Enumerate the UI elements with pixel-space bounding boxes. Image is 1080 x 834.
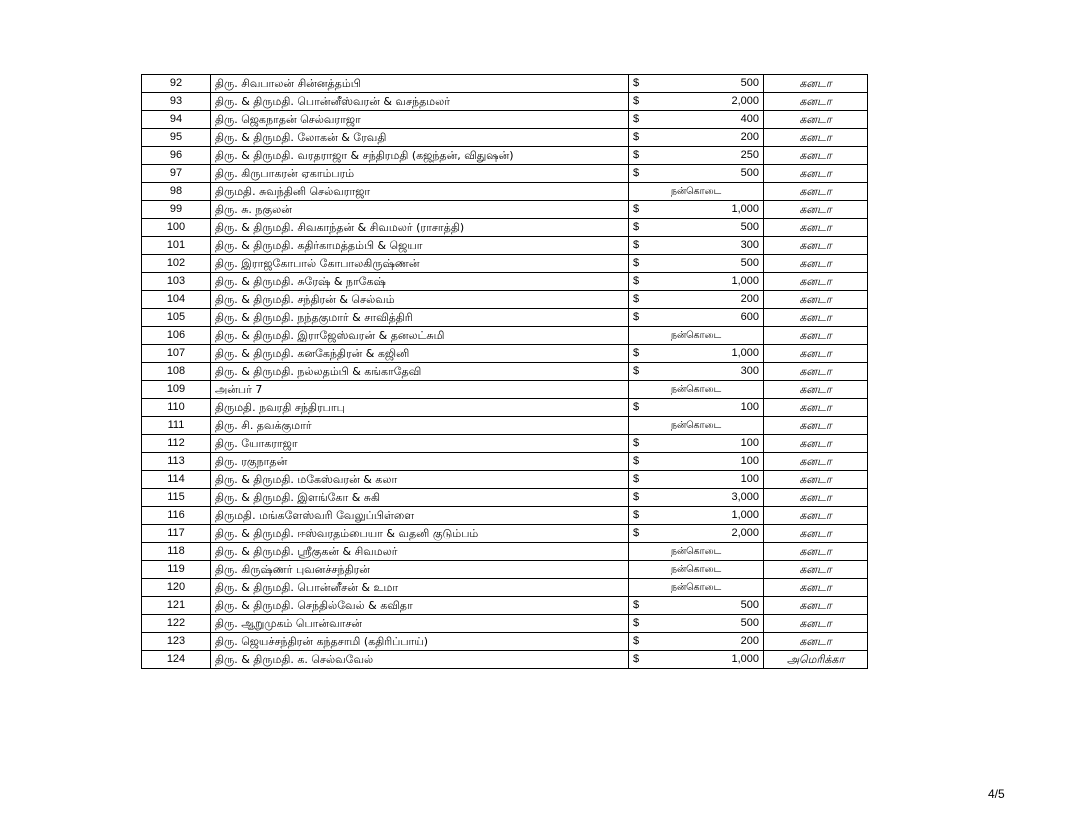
currency-symbol: $ [633,167,640,179]
amount-cell: நன்கொடை [629,381,764,399]
table-row [142,399,868,417]
table-row [142,543,868,561]
row-number: 115 [142,489,211,507]
amount-cell: நன்கொடை [629,543,764,561]
donor-name: திரு. ஜெயச்சந்திரன் கந்தசாமி (கதிரிப்பாய்) [211,633,629,651]
country: கனடா [764,543,868,561]
country: கனடா [764,75,868,93]
donor-name: திரு. ரகுநாதன் [211,453,629,471]
donor-name: திருமதி. சுவந்தினி செல்வராஜா [211,183,629,201]
row-number: 123 [142,633,211,651]
donor-name: திரு. & திருமதி. கனகேந்திரன் & கஜினி [211,345,629,363]
donor-name: திரு. & திருமதி. க. செல்வவேல் [211,651,629,669]
amount-cell [629,453,764,471]
currency-symbol: $ [633,221,640,233]
country: கனடா [764,507,868,525]
amount-cell: நன்கொடை [629,417,764,435]
currency-symbol: $ [633,203,640,215]
currency-symbol: $ [633,293,640,305]
country: கனடா [764,363,868,381]
table-row [142,471,868,489]
donor-name: திரு. & திருமதி. செந்தில்வேல் & கவிதா [211,597,629,615]
country: கனடா [764,291,868,309]
table-row [142,147,868,165]
currency-symbol: $ [633,95,640,107]
country: கனடா [764,219,868,237]
table-row [142,417,868,435]
currency-symbol: $ [633,653,640,665]
table-row [142,255,868,273]
donor-table-body [142,75,868,669]
table-row [142,237,868,255]
country: கனடா [764,453,868,471]
country: கனடா [764,273,868,291]
donor-name: திரு. & திருமதி. இராஜேஸ்வரன் & தனலட்சுமி [211,327,629,345]
amount-value: 200 [740,635,759,647]
amount-cell [629,75,764,93]
amount-cell [629,345,764,363]
amount-cell [629,471,764,489]
amount-value: 250 [740,149,759,161]
row-number: 105 [142,309,211,327]
amount-cell [629,507,764,525]
amount-value: 500 [740,77,759,89]
row-number: 114 [142,471,211,489]
country: கனடா [764,615,868,633]
table-row [142,561,868,579]
table-row [142,615,868,633]
country: கனடா [764,255,868,273]
row-number: 94 [142,111,211,129]
currency-symbol: $ [633,311,640,323]
donor-name: திரு. & திருமதி. கதிர்காமத்தம்பி & ஜெயா [211,237,629,255]
donor-name: திரு. ஆறுமுகம் பொன்வாசன் [211,615,629,633]
row-number: 104 [142,291,211,309]
amount-value: 1,000 [731,275,759,287]
country: கனடா [764,471,868,489]
amount-cell [629,525,764,543]
currency-symbol: $ [633,473,640,485]
amount-cell [629,363,764,381]
amount-cell [629,309,764,327]
amount-value: 1,000 [731,203,759,215]
amount-value: 500 [740,617,759,629]
currency-symbol: $ [633,257,640,269]
donor-name: திரு. & திருமதி. ஈஸ்வரதம்பையா & வதனி குடும்பம் [211,525,629,543]
table-row [142,201,868,219]
donor-name: திரு. & திருமதி. லோகன் & ரேவதி [211,129,629,147]
donor-name: திரு. & திருமதி. பொன்னீஸ்வரன் & வசந்தமலர் [211,93,629,111]
country: கனடா [764,129,868,147]
country: கனடா [764,561,868,579]
row-number: 108 [142,363,211,381]
row-number: 107 [142,345,211,363]
amount-value: 300 [740,239,759,251]
country: கனடா [764,93,868,111]
country: கனடா [764,435,868,453]
currency-symbol: $ [633,149,640,161]
donor-name: திரு. & திருமதி. சந்திரன் & செல்வம் [211,291,629,309]
amount-cell: நன்கொடை [629,183,764,201]
amount-value: 3,000 [731,491,759,503]
row-number: 118 [142,543,211,561]
currency-symbol: $ [633,365,640,377]
amount-cell [629,255,764,273]
amount-value: 500 [740,221,759,233]
amount-cell [629,147,764,165]
amount-value: 100 [740,455,759,467]
table-row [142,363,868,381]
amount-cell [629,237,764,255]
row-number: 92 [142,75,211,93]
donor-name: திரு. & திருமதி. நல்லதம்பி & கங்காதேவி [211,363,629,381]
row-number: 113 [142,453,211,471]
currency-symbol: $ [633,491,640,503]
row-number: 97 [142,165,211,183]
country: கனடா [764,489,868,507]
amount-value: 2,000 [731,527,759,539]
table-row [142,309,868,327]
donor-name: திரு. கிருஷ்ணர் புவனச்சந்திரன் [211,561,629,579]
amount-cell [629,111,764,129]
row-number: 117 [142,525,211,543]
amount-cell [629,219,764,237]
country: கனடா [764,579,868,597]
currency-symbol: $ [633,401,640,413]
currency-symbol: $ [633,527,640,539]
currency-symbol: $ [633,239,640,251]
donor-table [141,74,868,669]
country: கனடா [764,327,868,345]
table-row [142,579,868,597]
table-row [142,435,868,453]
table-row [142,219,868,237]
amount-value: 200 [740,293,759,305]
table-row [142,183,868,201]
amount-value: 100 [740,437,759,449]
country: கனடா [764,381,868,399]
country: கனடா [764,633,868,651]
donor-name: திரு. & திருமதி. ஸ்ரீகுகன் & சிவமலர் [211,543,629,561]
row-number: 95 [142,129,211,147]
amount-value: 300 [740,365,759,377]
table-row [142,129,868,147]
amount-cell [629,291,764,309]
table-row [142,453,868,471]
row-number: 116 [142,507,211,525]
table-row [142,327,868,345]
amount-value: 1,000 [731,509,759,521]
country: அமெரிக்கா [764,651,868,669]
row-number: 124 [142,651,211,669]
currency-symbol: $ [633,347,640,359]
amount-cell [629,201,764,219]
row-number: 110 [142,399,211,417]
row-number: 102 [142,255,211,273]
amount-cell [629,93,764,111]
country: கனடா [764,345,868,363]
amount-value: 1,000 [731,347,759,359]
donor-name: திரு. & திருமதி. சிவகாந்தன் & சிவமலர் (ராசாத்தி) [211,219,629,237]
table-row [142,381,868,399]
donor-name: திரு. & திருமதி. நந்தகுமார் & சாவித்திரி [211,309,629,327]
amount-cell [629,597,764,615]
table-row [142,111,868,129]
row-number: 119 [142,561,211,579]
currency-symbol: $ [633,437,640,449]
amount-cell [629,489,764,507]
country: கனடா [764,399,868,417]
amount-value: 1,000 [731,653,759,665]
row-number: 122 [142,615,211,633]
table-row [142,489,868,507]
country: கனடா [764,237,868,255]
amount-cell: நன்கொடை [629,561,764,579]
amount-cell [629,633,764,651]
donor-name: திரு. சி. தவக்குமார் [211,417,629,435]
currency-symbol: $ [633,509,640,521]
donor-name: திரு. ஜெகநாதன் செல்வராஜா [211,111,629,129]
row-number: 120 [142,579,211,597]
donor-name: திரு. & திருமதி. பொன்னீசன் & உமா [211,579,629,597]
row-number: 99 [142,201,211,219]
amount-cell: நன்கொடை [629,579,764,597]
amount-cell [629,129,764,147]
amount-value: 500 [740,599,759,611]
donor-name: திரு. & திருமதி. இளங்கோ & சுகி [211,489,629,507]
currency-symbol: $ [633,617,640,629]
currency-symbol: $ [633,599,640,611]
donor-name: அன்பர் 7 [211,381,629,399]
amount-value: 100 [740,401,759,413]
amount-value: 2,000 [731,95,759,107]
donor-name: திரு. கிருபாகரன் ஏகாம்பரம் [211,165,629,183]
table-row [142,165,868,183]
country: கனடா [764,147,868,165]
currency-symbol: $ [633,635,640,647]
donor-name: திரு. சு. நகுலன் [211,201,629,219]
country: கனடா [764,111,868,129]
donor-name: திரு. இராஜகோபால் கோபாலகிருஷ்ணன் [211,255,629,273]
country: கனடா [764,165,868,183]
row-number: 111 [142,417,211,435]
row-number: 103 [142,273,211,291]
donor-name: திருமதி. மங்களேஸ்வரி வேலுப்பிள்ளை [211,507,629,525]
amount-cell [629,435,764,453]
row-number: 98 [142,183,211,201]
table-row [142,525,868,543]
table-row [142,93,868,111]
country: கனடா [764,417,868,435]
currency-symbol: $ [633,275,640,287]
table-row [142,597,868,615]
donor-name: திரு. & திருமதி. வரதராஜா & சந்திரமதி (கஜந்தன், விதுஷன்) [211,147,629,165]
row-number: 93 [142,93,211,111]
amount-cell [629,399,764,417]
table-row [142,273,868,291]
country: கனடா [764,597,868,615]
country: கனடா [764,183,868,201]
amount-value: 500 [740,257,759,269]
donor-name: திரு. சிவபாலன் சின்னத்தம்பி [211,75,629,93]
country: கனடா [764,201,868,219]
amount-value: 600 [740,311,759,323]
donor-name: திரு. & திருமதி. சுரேஷ் & நாகேஷ் [211,273,629,291]
row-number: 112 [142,435,211,453]
table-row [142,507,868,525]
amount-cell: நன்கொடை [629,327,764,345]
amount-value: 500 [740,167,759,179]
amount-cell [629,273,764,291]
amount-cell [629,615,764,633]
country: கனடா [764,309,868,327]
currency-symbol: $ [633,77,640,89]
currency-symbol: $ [633,113,640,125]
page-number: 4/5 [988,787,1005,801]
table-row [142,291,868,309]
currency-symbol: $ [633,455,640,467]
table-row [142,345,868,363]
table-row [142,633,868,651]
amount-cell [629,651,764,669]
row-number: 109 [142,381,211,399]
donor-name: திருமதி. நவரதி சந்திரபாபு [211,399,629,417]
row-number: 100 [142,219,211,237]
amount-value: 400 [740,113,759,125]
amount-value: 100 [740,473,759,485]
currency-symbol: $ [633,131,640,143]
row-number: 121 [142,597,211,615]
table-row [142,75,868,93]
row-number: 106 [142,327,211,345]
donor-name: திரு. யோகராஜா [211,435,629,453]
table-row [142,651,868,669]
amount-value: 200 [740,131,759,143]
donor-name: திரு. & திருமதி. மகேஸ்வரன் & கலா [211,471,629,489]
country: கனடா [764,525,868,543]
row-number: 96 [142,147,211,165]
amount-cell [629,165,764,183]
row-number: 101 [142,237,211,255]
